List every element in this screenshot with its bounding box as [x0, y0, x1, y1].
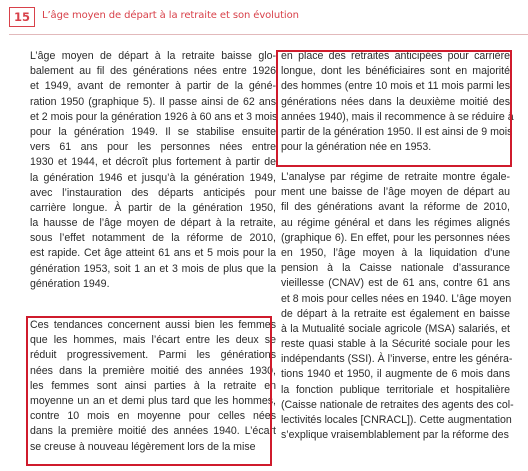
- text-line: Ces tendances concernent aussi bien les femmes: [30, 319, 276, 331]
- text-line: (Caisse nationale de retraites des agents des col-: [281, 398, 514, 411]
- text-line: ration 1950 (graphique 5). Il passe ainsi de 62 ans: [30, 95, 276, 108]
- text-line: tions 1940 et 1950, il augmente de 6 mois dans: [281, 368, 510, 381]
- text-line: fil des générations avant la réforme de 2010,: [281, 201, 510, 214]
- text-line: L’analyse par régime de retraite montre égale-: [281, 171, 510, 183]
- text-line: réduit progressivement. Parmi les générations: [30, 349, 276, 362]
- text-line: et 2 mois pour la génération 1926 à 60 ans et 3 mois: [30, 110, 278, 123]
- text-line: pension à la Caisse nationale d’assurance: [281, 262, 510, 275]
- text-line: années 1940), mais il recommence à se réduire à: [281, 110, 514, 123]
- text-line: avec l’instauration des départs anticipés pour: [30, 186, 276, 199]
- text-line: la hausse de l’âge moyen de départ à la retraite,: [30, 217, 276, 230]
- section-title: L’âge moyen de départ à la retraite et son évolution: [42, 10, 299, 21]
- text-line: des hommes (entre 10 mois et 11 mois parmi les: [281, 80, 510, 93]
- text-line: s’explique vraisemblablement par la réforme des: [281, 429, 509, 442]
- text-line: longue, dont les bénéficiaires sont en majorité: [281, 65, 510, 78]
- text-line: pour la génération 1949. Il se stabilise ensuite: [30, 125, 276, 138]
- text-line: partir de la génération 1950. Il est ainsi de 9 mois: [281, 125, 513, 138]
- text-line: vers 61 ans pour les personnes nées entre: [30, 141, 276, 154]
- page-header: [0, 0, 528, 44]
- text-line: la fonction publique territoriale et hospitalière: [281, 383, 510, 396]
- text-line: générations nées dans la deuxième moitié des: [281, 95, 510, 108]
- text-line: pour la génération née en 1953.: [281, 141, 432, 154]
- text-line: carrière longue. À partir de la génération 1950,: [30, 201, 276, 214]
- text-line: et 8 mois pour celles nées en 1940. L’âge moyen: [281, 292, 512, 305]
- text-line: balement au fil des générations nées entre 1926: [30, 65, 276, 78]
- text-line: 1930 et 1944, et décroît plus fortement à partir de: [30, 156, 276, 169]
- text-line: lectivités locales [CNRACL]). Cette augmentation: [281, 414, 512, 426]
- text-line: dans la première moitié des années 1940. L’écart: [30, 425, 276, 438]
- text-line: la génération 1946 et jusqu’à la génération 1949,: [30, 171, 276, 184]
- left-column-paragraph-1: [30, 49, 276, 292]
- text-line: nées dans la première moitié des années 1930,: [30, 364, 276, 377]
- text-line: moyenne un an et demi plus tard que les hommes,: [30, 394, 276, 407]
- text-line: au régime général et dans les régimes alignés: [281, 216, 510, 229]
- text-line: se creuse à nouveau légèrement lors de la mise: [30, 440, 256, 453]
- text-line: génération 1953, soit 1 an et 3 mois de plus que la: [30, 262, 276, 275]
- text-line: que les hommes, mais l’écart entre les deux se: [30, 334, 276, 347]
- text-line: sous l’effet notamment de la réforme de 2010,: [30, 232, 276, 245]
- text-line: L’âge moyen de départ à la retraite baisse glo-: [30, 50, 276, 62]
- section-number-badge: 15: [9, 7, 35, 27]
- text-line: génération 1949.: [30, 277, 110, 290]
- text-line: indépendants (SSI). À l’inverse, entre les généra-: [281, 353, 513, 366]
- text-line: et 1949, avant de remonter à partir de la géné-: [30, 80, 276, 93]
- text-line: contre 10 mois en moyenne pour celles nées: [30, 410, 276, 423]
- text-line: en 1950, l’âge moyen à la liquidation d’une: [281, 246, 510, 259]
- text-line: les femmes sont ainsi parties à la retraite en: [30, 379, 276, 392]
- right-column-paragraph-1: [281, 49, 514, 155]
- text-line: ment une baisse de l’âge moyen de départ au: [281, 186, 510, 199]
- text-line: est rapide. Cet âge atteint 61 ans et 5 mois pour la: [30, 247, 276, 260]
- text-line: en place des retraites anticipées pour carrière: [281, 50, 510, 62]
- header-divider: [9, 34, 528, 35]
- text-line: à la Mutualité sociale agricole (MSA) salariés, et: [281, 322, 510, 335]
- right-column-paragraph-2: [281, 170, 514, 443]
- text-line: vieillesse (CNAV) est de 61 ans, contre 61 ans: [281, 277, 510, 290]
- text-line: (graphique 6). En effet, pour les personnes nées: [281, 231, 510, 244]
- left-column-paragraph-2: [30, 318, 276, 455]
- text-line: reste quasi stable à la Sécurité sociale pour les: [281, 338, 510, 351]
- text-line: de départ à la retraite est également en baisse: [281, 307, 510, 320]
